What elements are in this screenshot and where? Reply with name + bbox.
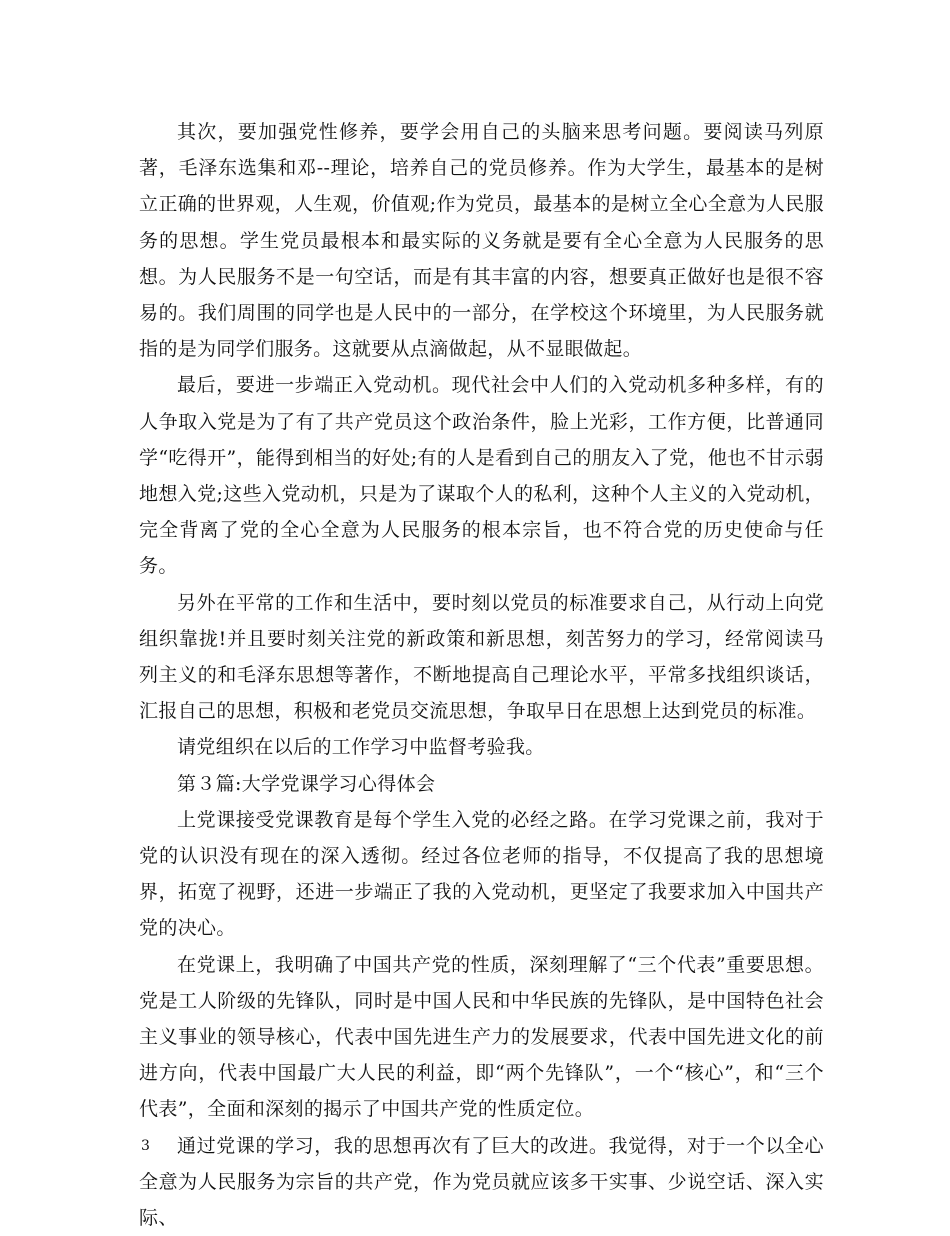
page-number: 3	[141, 1138, 150, 1154]
paragraph-party-motivation: 最后，要进一步端正入党动机。现代社会中人们的入党动机多种多样，有的人争取入党是为了有了共产党员这个政治条件，脸上光彩，工作方便，比普通同学“吃得开”，能得到相当的好处;有的人是看到自己的朋友入了党，他也不甘示弱地想入党;这些入党动机，只是为了谋取个人的私利，这种个人主义的入党动机，完全背离了党的全心全意为人民服务的根本宗旨，也不符合党的历史使命与任务。	[139, 374, 824, 578]
paragraph-daily-conduct: 另外在平常的工作和生活中，要时刻以党员的标准要求自己，从行动上向党组织靠拢!并且要时刻关注党的新政策和新思想，刻苦努力的学习，经常阅读马列主义的和毛泽东思想等著作，不断地提高自己理论水平，平常多找组织谈话，汇报自己的思想，积极和老党员交流思想，争取早日在思想上达到党员的标准。	[139, 591, 824, 723]
paragraph-thought-improvement: 通过党课的学习，我的思想再次有了巨大的改进。我觉得，对于一个以全心全意为人民服务为宗旨的共产党，作为党员就应该多干实事、少说空话、深入实际、	[139, 1134, 824, 1230]
paragraph-party-class-intro: 上党课接受党课教育是每个学生入党的必经之路。在学习党课之前，我对于党的认识没有现在的深入透彻。经过各位老师的指导，不仅提高了我的思想境界，拓宽了视野，还进一步端正了我的入党动机，更坚定了我要求加入中国共产党的决心。	[139, 808, 824, 940]
paragraph-closing-request: 请党组织在以后的工作学习中监督考验我。	[177, 736, 545, 759]
section-heading: 第３篇:大学党课学习心得体会	[177, 772, 436, 795]
paragraph-party-nature: 在党课上，我明确了中国共产党的性质，深刻理解了“三个代表”重要思想。党是工人阶级的先锋队，同时是中国人民和中华民族的先锋队，是中国特色社会主义事业的领导核心，代表中国先进生产力的发展要求，代表中国先进文化的前进方向，代表中国最广大人民的利益，即“两个先锋队”，一个“核心”，和“三个代表”，全面和深刻的揭示了中国共产党的性质定位。	[139, 953, 824, 1121]
document-body	[139, 114, 824, 1236]
paragraph-party-cultivation: 其次，要加强党性修养，要学会用自己的头脑来思考问题。要阅读马列原著，毛泽东选集和邓--理论，培养自己的党员修养。作为大学生，最基本的是树立正确的世界观，人生观，价值观;作为党员，最基本的是树立全心全意为人民服务的思想。学生党员最根本和最实际的义务就是要有全心全意为人民服务的思想。为人民服务不是一句空话，而是有其丰富的内容，想要真正做好也是很不容易的。我们周围的同学也是人民中的一部分，在学校这个环境里，为人民服务就指的是为同学们服务。这就要从点滴做起，从不显眼做起。	[139, 121, 824, 361]
